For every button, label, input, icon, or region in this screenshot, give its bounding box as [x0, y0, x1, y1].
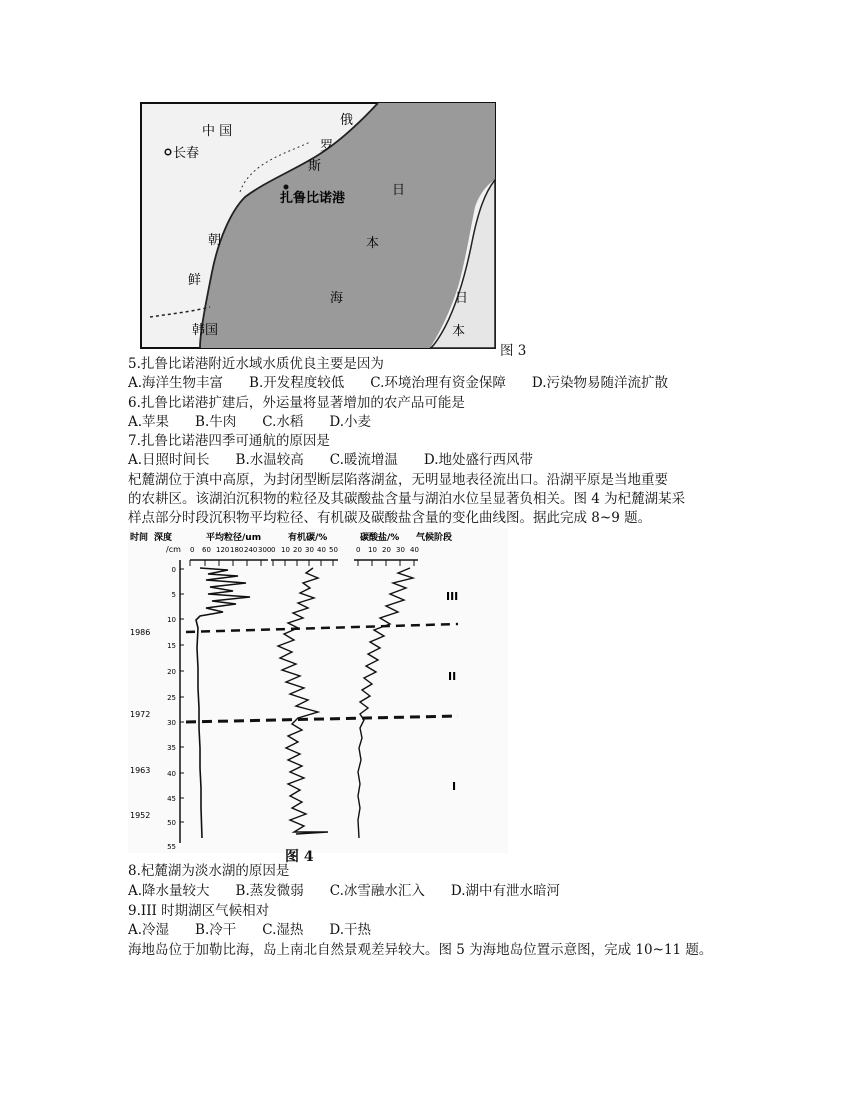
q9-option-a[interactable]: A.冷湿	[128, 922, 170, 938]
year-1972: 1972	[130, 710, 151, 719]
label-sea-3: 海	[330, 291, 344, 306]
label-japan-1: 日	[455, 291, 469, 306]
grain-tick-4: 240	[244, 546, 258, 554]
passage-qilu-line-3: 样点部分时段沉积物平均粒径、有机碳及碳酸盐含量的变化曲线图。据此完成 8~9 题。	[128, 510, 652, 526]
figure3-map	[140, 102, 496, 349]
stage-i: I	[452, 780, 457, 793]
q8-option-a[interactable]: A.降水量较大	[128, 883, 210, 899]
label-changchun: 长春	[173, 146, 200, 161]
q9-option-d[interactable]: D.干热	[329, 922, 372, 938]
carbonate-tick-3: 30	[396, 546, 405, 554]
depth-tick-35: 35	[167, 744, 176, 752]
passage-haidi: 海地岛位于加勒比海，岛上南北自然景观差异较大。图 5 为海地岛位置示意图，完成 10~11 题。	[128, 942, 713, 958]
q8-option-c[interactable]: C.冰雪融水汇入	[329, 883, 425, 899]
stage-ii: II	[448, 670, 457, 683]
grain-tick-3: 180	[230, 546, 244, 554]
label-russia-1: 俄	[340, 113, 354, 128]
label-russia-2: 罗	[320, 139, 334, 154]
depth-tick-50: 50	[167, 819, 176, 827]
year-1986: 1986	[130, 628, 151, 637]
q9-option-c[interactable]: C.湿热	[262, 922, 304, 938]
header-organic: 有机碳/%	[288, 533, 328, 543]
q6-option-b[interactable]: B.牛肉	[195, 414, 237, 430]
depth-tick-55: 55	[167, 843, 176, 851]
q5-options	[128, 374, 694, 392]
header-stage: 气候阶段	[416, 533, 453, 543]
q9-option-b[interactable]: B.冷干	[195, 922, 237, 938]
q8-option-b[interactable]: B.蒸发微弱	[235, 883, 304, 899]
label-south-korea: 韩国	[192, 323, 219, 338]
carbonate-tick-2: 20	[382, 546, 391, 554]
label-korea-1: 朝	[208, 233, 222, 248]
year-1963: 1963	[130, 766, 151, 775]
header-carbonate: 碳酸盐/%	[360, 533, 400, 543]
depth-tick-15: 15	[167, 642, 176, 650]
header-grain: 平均粒径/um	[206, 533, 262, 543]
organic-tick-4: 40	[317, 546, 326, 554]
depth-tick-10: 10	[167, 616, 176, 624]
label-russia-3: 斯	[308, 159, 322, 174]
label-sea-2: 本	[366, 236, 380, 251]
depth-tick-25: 25	[167, 694, 176, 702]
depth-tick-30: 30	[167, 719, 176, 727]
q9-options	[128, 921, 397, 939]
grain-tick-5: 300	[258, 546, 272, 554]
header-time: 时间	[130, 533, 149, 543]
carbonate-tick-0: 0	[356, 546, 361, 554]
grain-tick-0: 0	[190, 546, 195, 554]
header-depth-unit: /cm	[166, 545, 181, 554]
passage-qilu-line-1: 杞麓湖位于滇中高原，为封闭型断层陷落湖盆，无明显地表径流出口。沿湖平原是当地重要	[128, 472, 668, 488]
carbonate-tick-1: 10	[368, 546, 377, 554]
depth-tick-45: 45	[167, 795, 176, 803]
q7-option-a[interactable]: A.日照时间长	[128, 452, 210, 468]
header-depth: 深度	[154, 533, 173, 543]
organic-tick-1: 10	[281, 546, 290, 554]
depth-tick-5: 5	[171, 591, 176, 599]
q6-options	[128, 413, 397, 431]
q8-options	[128, 882, 586, 900]
figure3-caption: 图 3	[500, 343, 527, 359]
depth-tick-20: 20	[167, 668, 176, 676]
year-1952: 1952	[130, 811, 151, 820]
q6-option-c[interactable]: C.水稻	[262, 414, 304, 430]
grain-tick-2: 120	[216, 546, 230, 554]
q7-options	[128, 451, 559, 469]
label-port: 扎鲁比诺港	[280, 191, 346, 206]
label-sea-1: 日	[392, 183, 406, 198]
organic-tick-3: 30	[305, 546, 314, 554]
q9-stem: 9.III 时期湖区气候相对	[128, 903, 270, 919]
q8-stem: 8.杞麓湖为淡水湖的原因是	[128, 863, 290, 879]
q5-stem: 5.扎鲁比诺港附近水域水质优良主要是因为	[128, 356, 384, 372]
q7-option-b[interactable]: B.水温较高	[235, 452, 304, 468]
q6-stem: 6.扎鲁比诺港扩建后，外运量将显著增加的农产品可能是	[128, 395, 465, 411]
organic-tick-2: 20	[293, 546, 302, 554]
q6-option-d[interactable]: D.小麦	[329, 414, 372, 430]
q8-option-d[interactable]: D.湖中有泄水暗河	[450, 883, 561, 899]
label-china: 中 国	[202, 124, 233, 139]
q7-stem: 7.扎鲁比诺港四季可通航的原因是	[128, 433, 330, 449]
passage-qilu-line-2: 的农耕区。该湖泊沉积物的粒径及其碳酸盐含量与湖泊水位呈显著负相关。图 4 为杞麓湖某采	[128, 491, 686, 507]
depth-tick-40: 40	[167, 770, 176, 778]
q7-option-d[interactable]: D.地处盛行西风带	[423, 452, 534, 468]
organic-tick-0: 0	[271, 546, 276, 554]
q7-option-c[interactable]: C.暖流增温	[329, 452, 398, 468]
q5-option-b[interactable]: B.开发程度较低	[249, 375, 345, 391]
label-japan-2: 本	[452, 324, 466, 339]
carbonate-tick-4: 40	[410, 546, 419, 554]
figure4-caption: 图 4	[285, 849, 314, 865]
q5-option-d[interactable]: D.污染物易随洋流扩散	[531, 375, 669, 391]
stage-iii: III	[446, 590, 459, 603]
port-dot	[284, 185, 289, 190]
q6-option-a[interactable]: A.苹果	[128, 414, 170, 430]
grain-tick-1: 60	[202, 546, 211, 554]
grain-tick-labels	[190, 546, 271, 554]
q5-option-a[interactable]: A.海洋生物丰富	[128, 375, 224, 391]
figure4-chart	[128, 528, 508, 853]
organic-tick-5: 50	[329, 546, 338, 554]
label-korea-2: 鲜	[188, 273, 202, 288]
depth-tick-0: 0	[171, 566, 176, 574]
q5-option-c[interactable]: C.环境治理有资金保障	[370, 375, 506, 391]
